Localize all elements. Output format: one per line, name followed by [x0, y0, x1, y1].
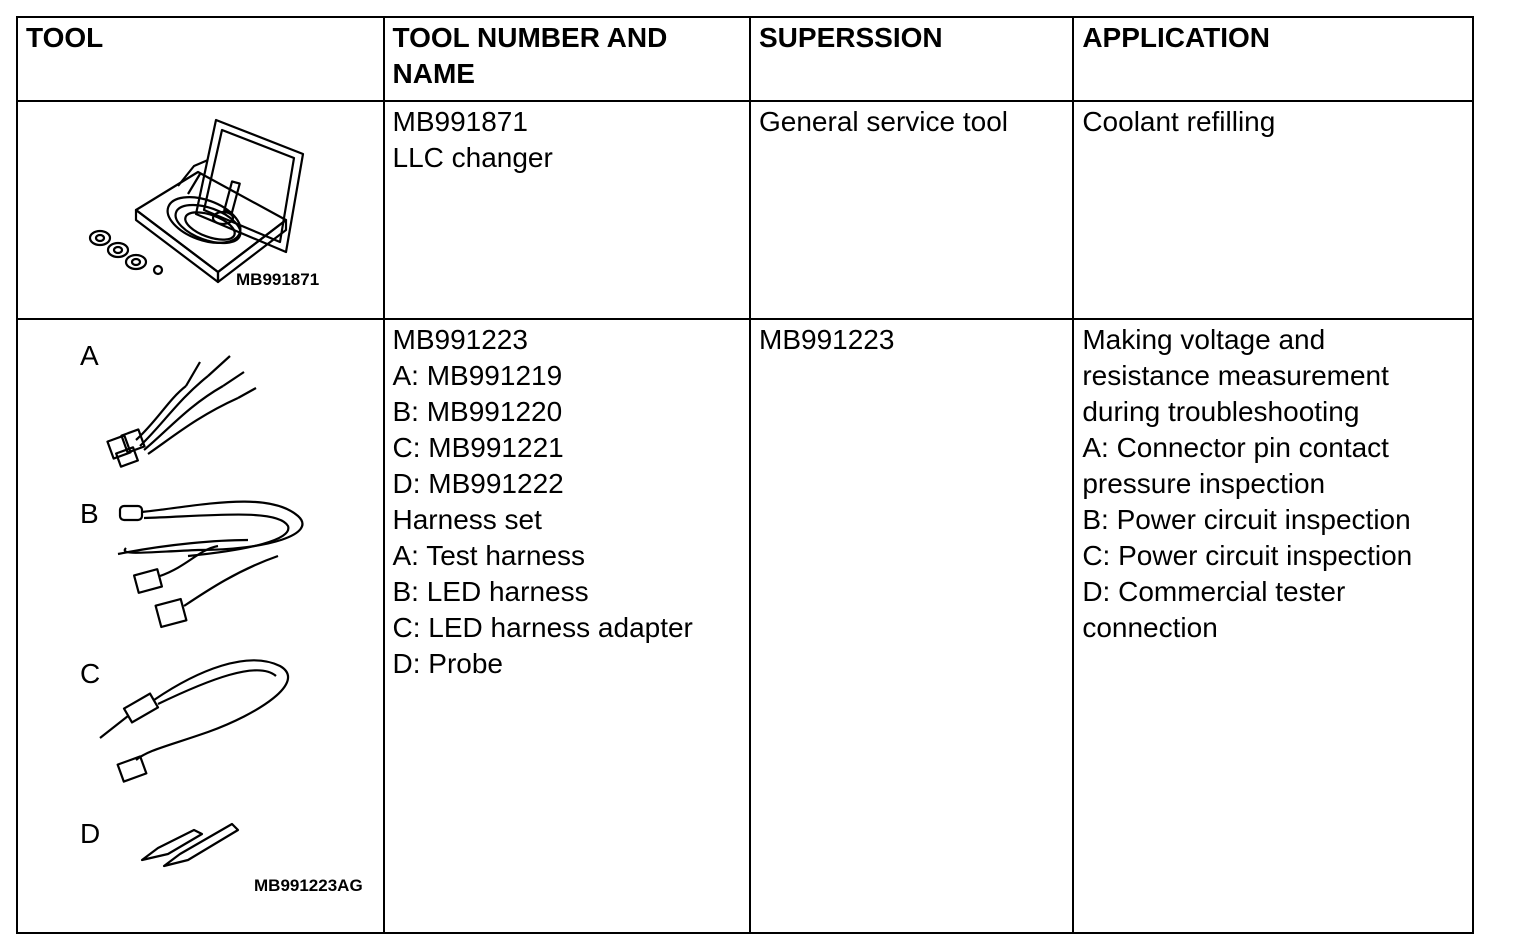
application-line: A: Connector pin contact [1082, 432, 1389, 463]
application-line: during troubleshooting [1082, 396, 1360, 427]
application-line: Coolant refilling [1082, 106, 1276, 137]
image-letter-d: D [80, 818, 101, 849]
application-line: Making voltage and [1082, 324, 1326, 355]
number-line: Harness set [392, 504, 542, 535]
tool-image-cell [17, 101, 384, 319]
number-line: D: Probe [392, 648, 503, 679]
application-cell [1073, 101, 1473, 319]
application-line: C: Power circuit inspection [1082, 540, 1413, 571]
header-number-line1: TOOL NUMBER AND [392, 22, 668, 53]
test-harness-drawing [107, 356, 256, 467]
number-line: C: MB991221 [392, 432, 564, 463]
tool-image-cell [17, 319, 384, 933]
number-line: MB991223 [392, 324, 528, 355]
supersession-cell: MB991223 [750, 319, 1073, 933]
header-tool: TOOL [17, 17, 384, 101]
number-line: A: MB991219 [392, 360, 563, 391]
number-line: A: Test harness [392, 540, 585, 571]
tool-number-cell [384, 101, 751, 319]
number-line: C: LED harness adapter [392, 612, 693, 643]
number-line: B: LED harness [392, 576, 589, 607]
application-line: connection [1082, 612, 1218, 643]
header-number-line2: NAME [392, 58, 475, 89]
number-line: B: MB991220 [392, 396, 563, 427]
tool-image-caption: MB991871 [236, 270, 320, 289]
supersession-cell: General service tool [750, 101, 1073, 319]
llc-changer-illustration [18, 102, 383, 316]
number-line: MB991871 [392, 106, 528, 137]
application-line: resistance measurement [1082, 360, 1389, 391]
table-row [17, 319, 1473, 933]
led-harness-adapter-drawing [100, 660, 288, 781]
header-supersession: SUPERSSION [750, 17, 1073, 101]
tool-number-cell [384, 319, 751, 933]
probe-drawing [142, 824, 238, 866]
application-line: B: Power circuit inspection [1082, 504, 1411, 535]
header-application: APPLICATION [1073, 17, 1473, 101]
tool-image-caption: MB991223AG [254, 876, 363, 895]
number-line: D: MB991222 [392, 468, 564, 499]
harness-set-illustration [18, 320, 383, 930]
image-letter-a: A [80, 340, 99, 371]
special-tools-table [16, 16, 1474, 934]
header-row [17, 17, 1473, 101]
image-letter-b: B [80, 498, 99, 529]
number-line: LLC changer [392, 142, 553, 173]
application-line: pressure inspection [1082, 468, 1326, 499]
application-line: D: Commercial tester [1082, 576, 1346, 607]
image-letter-c: C [80, 658, 101, 689]
application-cell [1073, 319, 1473, 933]
led-harness-drawing [118, 502, 302, 627]
table-row [17, 101, 1473, 319]
header-tool-number-and-name [384, 17, 751, 101]
